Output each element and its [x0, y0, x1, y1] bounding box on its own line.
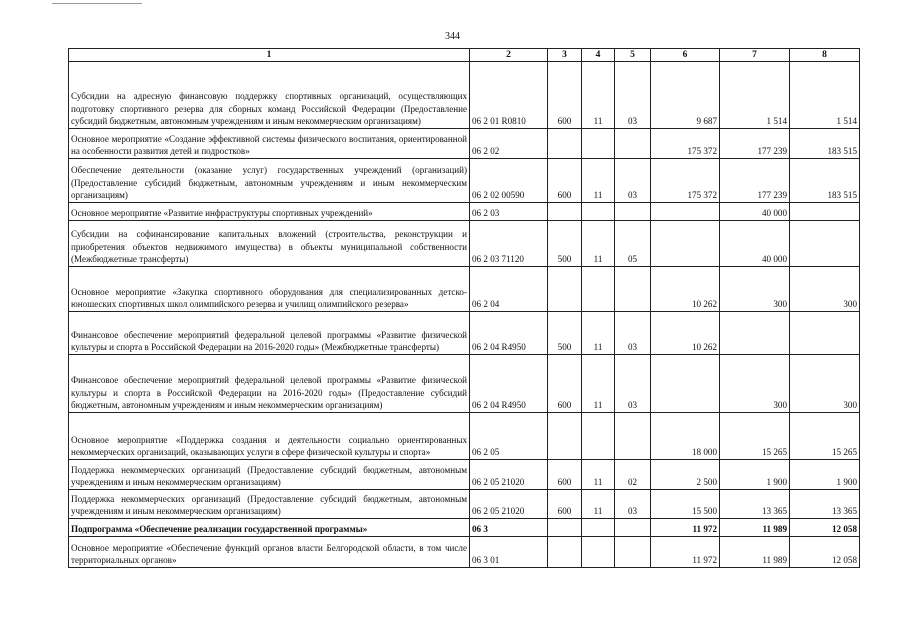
- column-header: 1: [69, 49, 470, 62]
- table-row: [69, 267, 860, 312]
- row-section-cell: 11: [582, 312, 615, 355]
- row-type-cell: 500: [548, 221, 582, 267]
- row-amount-cell: [790, 203, 860, 221]
- scan-edge-mark: [52, 3, 142, 4]
- row-code-cell: 06 2 04 R4950: [470, 355, 548, 413]
- row-code-cell: 06 2 04 R4950: [470, 312, 548, 355]
- table-row: [69, 460, 860, 490]
- row-code-cell: 06 2 02: [470, 129, 548, 159]
- row-amount-cell: 12 058: [790, 537, 860, 568]
- row-amount-cell: 300: [790, 355, 860, 413]
- row-amount-cell: 175 372: [651, 159, 720, 203]
- row-type-cell: [548, 203, 582, 221]
- column-header: 7: [720, 49, 790, 62]
- column-header: 5: [615, 49, 651, 62]
- row-amount-cell: [651, 355, 720, 413]
- row-amount-cell: 300: [790, 267, 860, 312]
- table-row: [69, 537, 860, 568]
- row-name-cell: Финансовое обеспечение мероприятий федеральной целевой программы «Развитие физической культуры и спорта в Российской Федерации на 2016-2020 годы» (Предоставление субсидий бюджетным, автономным учреждениям и иным некоммерческим организациям): [69, 355, 470, 413]
- row-amount-cell: [720, 312, 790, 355]
- row-type-cell: 500: [548, 312, 582, 355]
- row-section-cell: 11: [582, 159, 615, 203]
- row-amount-cell: 175 372: [651, 129, 720, 159]
- row-section-cell: 11: [582, 355, 615, 413]
- row-subsection-cell: 03: [615, 355, 651, 413]
- row-name-cell: Основное мероприятие «Поддержка создания и деятельности социально ориентированных некоммерческих организаций, оказывающих услуги в сфере физической культуры и спорта»: [69, 413, 470, 460]
- budget-table: [68, 48, 860, 568]
- row-section-cell: 11: [582, 490, 615, 519]
- row-amount-cell: 1 900: [790, 460, 860, 490]
- row-amount-cell: 177 239: [720, 159, 790, 203]
- row-code-cell: 06 2 03: [470, 203, 548, 221]
- row-amount-cell: 40 000: [720, 221, 790, 267]
- column-header: 3: [548, 49, 582, 62]
- table-row: [69, 312, 860, 355]
- row-subsection-cell: 03: [615, 159, 651, 203]
- row-type-cell: [548, 129, 582, 159]
- row-name-cell: Поддержка некоммерческих организаций (Предоставление субсидий бюджетным, автономным учреждениям и иным некоммерческим организациям): [69, 460, 470, 490]
- row-amount-cell: 13 365: [790, 490, 860, 519]
- row-section-cell: 11: [582, 62, 615, 129]
- row-name-cell: Основное мероприятие «Развитие инфраструктуры спортивных учреждений»: [69, 203, 470, 221]
- row-type-cell: 600: [548, 159, 582, 203]
- row-section-cell: [582, 267, 615, 312]
- row-section-cell: [582, 129, 615, 159]
- row-type-cell: 600: [548, 490, 582, 519]
- row-amount-cell: [790, 312, 860, 355]
- row-section-cell: [582, 413, 615, 460]
- row-name-cell: Основное мероприятие «Обеспечение функций органов власти Белгородской области, в том числе территориальных органов»: [69, 537, 470, 568]
- row-name-cell: Финансовое обеспечение мероприятий федеральной целевой программы «Развитие физической культуры и спорта в Российской Федерации на 2016-2020 годы» (Межбюджетные трансферты): [69, 312, 470, 355]
- row-subsection-cell: [615, 203, 651, 221]
- row-type-cell: 600: [548, 355, 582, 413]
- row-type-cell: 600: [548, 460, 582, 490]
- table-row: [69, 159, 860, 203]
- row-amount-cell: 1 900: [720, 460, 790, 490]
- row-section-cell: [582, 519, 615, 537]
- row-code-cell: 06 2 02 00590: [470, 159, 548, 203]
- row-amount-cell: 11 989: [720, 537, 790, 568]
- column-header: 2: [470, 49, 548, 62]
- row-name-cell: Подпрограмма «Обеспечение реализации государственной программы»: [69, 519, 470, 537]
- row-section-cell: [582, 537, 615, 568]
- row-amount-cell: 300: [720, 267, 790, 312]
- row-code-cell: 06 2 05 21020: [470, 490, 548, 519]
- row-subsection-cell: [615, 129, 651, 159]
- row-subsection-cell: [615, 519, 651, 537]
- row-subsection-cell: 03: [615, 490, 651, 519]
- row-code-cell: 06 3: [470, 519, 548, 537]
- row-name-cell: Основное мероприятие «Закупка спортивного оборудования для специализированных детско-юношеских спортивных школ олимпийского резерва и училищ олимпийского резерва»: [69, 267, 470, 312]
- row-subsection-cell: 02: [615, 460, 651, 490]
- table-row: [69, 221, 860, 267]
- row-amount-cell: 177 239: [720, 129, 790, 159]
- table-row: [69, 129, 860, 159]
- column-header: 4: [582, 49, 615, 62]
- table-row: [69, 62, 860, 129]
- row-amount-cell: 1 514: [720, 62, 790, 129]
- row-amount-cell: 11 989: [720, 519, 790, 537]
- row-type-cell: [548, 537, 582, 568]
- row-type-cell: 600: [548, 62, 582, 129]
- row-amount-cell: 1 514: [790, 62, 860, 129]
- row-amount-cell: 40 000: [720, 203, 790, 221]
- row-amount-cell: 183 515: [790, 159, 860, 203]
- page-number: 344: [445, 31, 460, 42]
- row-amount-cell: [651, 221, 720, 267]
- row-subsection-cell: [615, 413, 651, 460]
- row-amount-cell: [651, 203, 720, 221]
- row-name-cell: Обеспечение деятельности (оказание услуг) государственных учреждений (организаций) (Предоставление субсидий бюджетным, автономным учреждениям и иным некоммерческим организациям): [69, 159, 470, 203]
- table-row: [69, 355, 860, 413]
- row-name-cell: Поддержка некоммерческих организаций (Предоставление субсидий бюджетным, автономным учреждениям и иным некоммерческим организациям): [69, 490, 470, 519]
- row-code-cell: 06 2 05 21020: [470, 460, 548, 490]
- row-amount-cell: 15 265: [720, 413, 790, 460]
- header-row: [69, 49, 860, 62]
- table-row: [69, 519, 860, 537]
- table-row: [69, 413, 860, 460]
- table-row: [69, 490, 860, 519]
- row-subsection-cell: [615, 267, 651, 312]
- row-subsection-cell: 03: [615, 62, 651, 129]
- row-type-cell: [548, 267, 582, 312]
- row-code-cell: 06 3 01: [470, 537, 548, 568]
- row-amount-cell: 10 262: [651, 267, 720, 312]
- row-amount-cell: 300: [720, 355, 790, 413]
- row-code-cell: 06 2 04: [470, 267, 548, 312]
- row-section-cell: 11: [582, 460, 615, 490]
- row-amount-cell: 15 500: [651, 490, 720, 519]
- row-amount-cell: 11 972: [651, 537, 720, 568]
- row-type-cell: [548, 519, 582, 537]
- row-section-cell: [582, 203, 615, 221]
- row-subsection-cell: 03: [615, 312, 651, 355]
- row-code-cell: 06 2 05: [470, 413, 548, 460]
- row-code-cell: 06 2 01 R0810: [470, 62, 548, 129]
- row-amount-cell: [790, 221, 860, 267]
- table-body: [69, 62, 860, 568]
- row-name-cell: Основное мероприятие «Создание эффективной системы физического воспитания, ориентированной на особенности развития детей и подростков»: [69, 129, 470, 159]
- row-amount-cell: 13 365: [720, 490, 790, 519]
- row-amount-cell: 12 058: [790, 519, 860, 537]
- row-amount-cell: 18 000: [651, 413, 720, 460]
- row-type-cell: [548, 413, 582, 460]
- row-amount-cell: 9 687: [651, 62, 720, 129]
- row-subsection-cell: 05: [615, 221, 651, 267]
- row-amount-cell: 15 265: [790, 413, 860, 460]
- column-header: 6: [651, 49, 720, 62]
- row-subsection-cell: [615, 537, 651, 568]
- row-section-cell: 11: [582, 221, 615, 267]
- row-amount-cell: 183 515: [790, 129, 860, 159]
- row-amount-cell: 11 972: [651, 519, 720, 537]
- column-header: 8: [790, 49, 860, 62]
- row-code-cell: 06 2 03 71120: [470, 221, 548, 267]
- row-amount-cell: 2 500: [651, 460, 720, 490]
- row-name-cell: Субсидии на софинансирование капитальных вложений (строительства, реконструкции и приобретения объектов недвижимого имущества) в объекты муниципальной собственности (Межбюджетные трансферты): [69, 221, 470, 267]
- table-row: [69, 203, 860, 221]
- row-amount-cell: 10 262: [651, 312, 720, 355]
- row-name-cell: Субсидии на адресную финансовую поддержку спортивных организаций, осуществляющих подготовку спортивного резерва для сборных команд Российской Федерации (Предоставление субсидий бюджетным, автономным учреждениям и иным некоммерческим организациям): [69, 62, 470, 129]
